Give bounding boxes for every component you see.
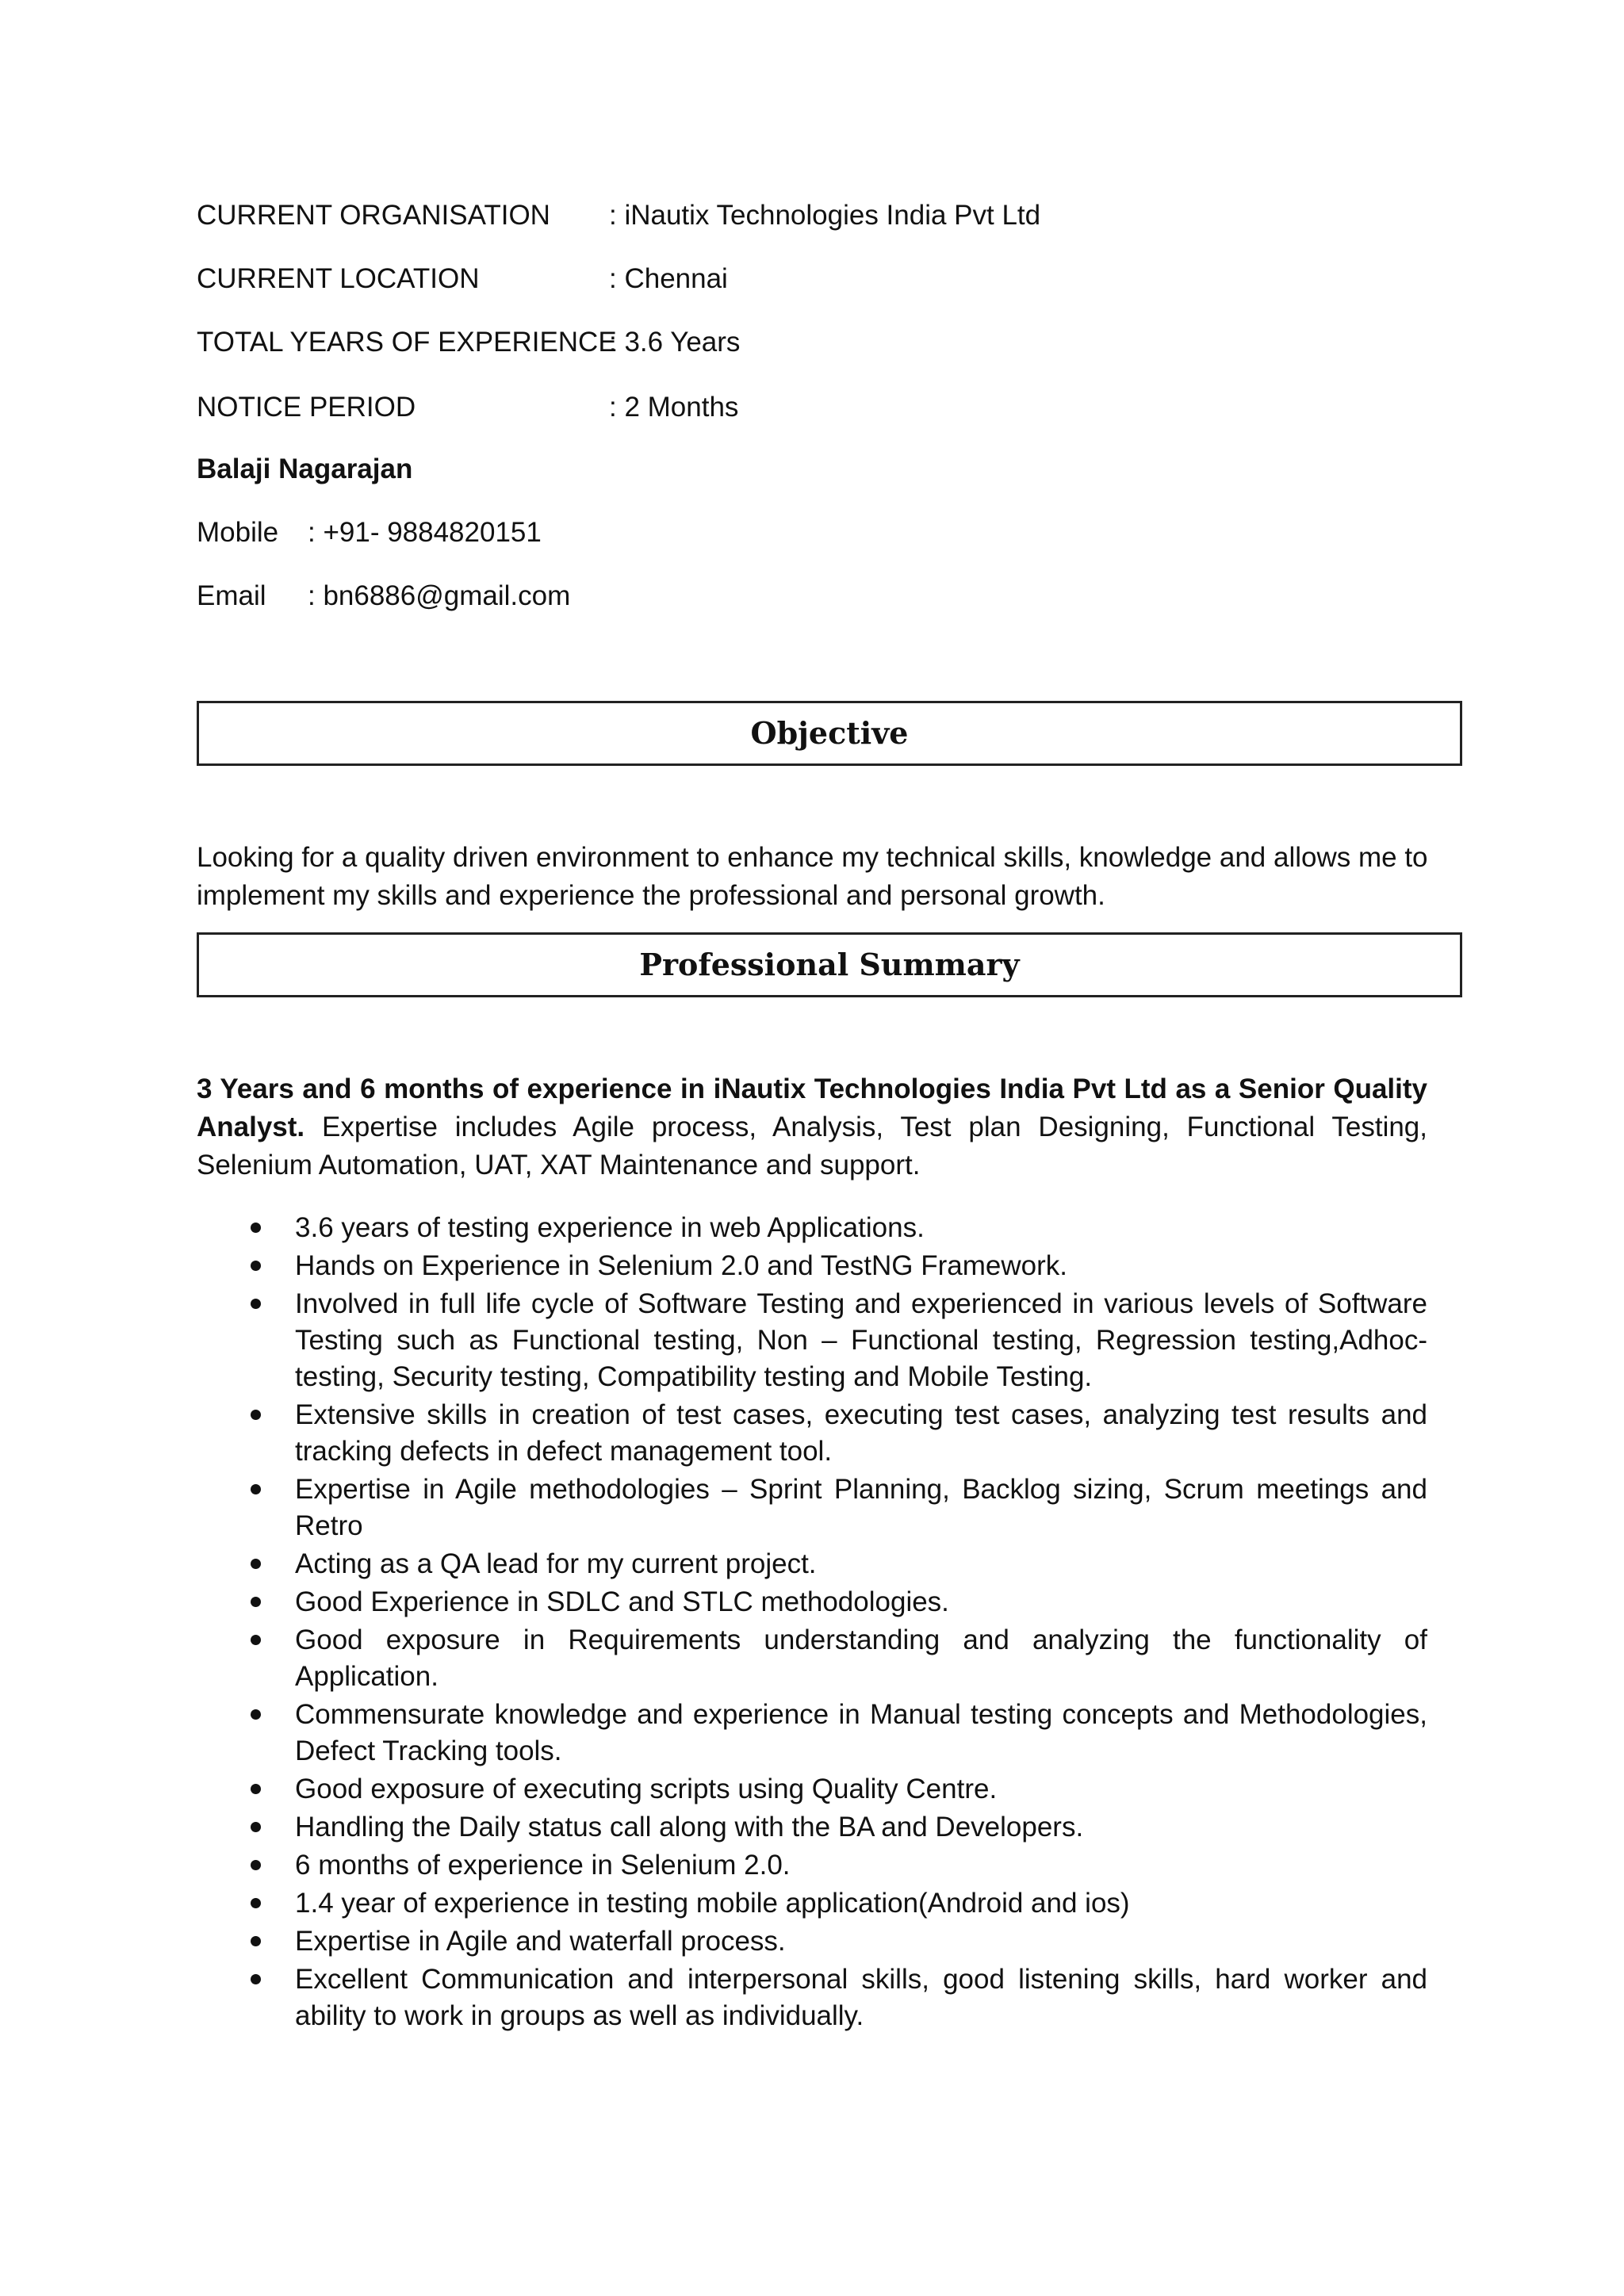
bullet-icon [251,1484,261,1494]
list-item-text: Acting as a QA lead for my current project. [295,1548,817,1579]
objective-heading: Objective [197,701,1462,766]
bullet-icon [251,1299,261,1309]
bullet-icon [251,1597,261,1607]
list-item-text: Involved in full life cycle of Software Testing and experienced in various levels of Software Testing such as Functional testing, Non – Functional testing, Regression testing,Adhoc-testing, Security testing, Compatibility testing and Mobile Testing. [295,1288,1427,1392]
bullet-icon [251,1635,261,1645]
list-item-text: Good Experience in SDLC and STLC methodologies. [295,1586,949,1617]
list-item-text: 6 months of experience in Selenium 2.0. [295,1850,791,1881]
info-value: : Chennai [609,263,728,294]
summary-bullet-list [197,1210,1427,2036]
bullet-icon [251,1860,261,1870]
info-label: CURRENT ORGANISATION [197,200,550,231]
info-label: TOTAL YEARS OF EXPERIENCE [197,327,617,358]
info-label: NOTICE PERIOD [197,392,416,423]
bullet-icon [251,1974,261,1984]
list-item [197,1546,1427,1582]
list-item [197,1210,1427,1246]
list-item-text: Hands on Experience in Selenium 2.0 and TestNG Framework. [295,1250,1068,1281]
list-item [197,1809,1427,1846]
candidate-name: Balaji Nagarajan [197,453,413,484]
list-item-text: 3.6 years of testing experience in web Applications. [295,1212,925,1243]
list-item [197,1248,1427,1284]
list-item-text: Commensurate knowledge and experience in Manual testing concepts and Methodologies, Defect Tracking tools. [295,1699,1427,1766]
list-item [197,1471,1427,1544]
summary-intro-rest: Expertise includes Agile process, Analysis, Test plan Designing, Functional Testing, Selenium Automation, UAT, XAT Maintenance and support. [197,1112,1427,1181]
mobile-value: : +91- 9884820151 [308,517,542,548]
list-item [197,1397,1427,1470]
bullet-icon [251,1898,261,1908]
list-item-text: 1.4 year of experience in testing mobile application(Android and ios) [295,1888,1130,1919]
summary-intro [197,1070,1427,1184]
list-item [197,1923,1427,1960]
info-value: : 3.6 Years [609,327,741,358]
list-item [197,1584,1427,1621]
bullet-icon [251,1223,261,1233]
bullet-icon [251,1709,261,1720]
bullet-icon [251,1936,261,1946]
list-item-text: Extensive skills in creation of test cases, executing test cases, analyzing test results and tracking defects in defect management tool. [295,1399,1427,1467]
list-item [197,1961,1427,2034]
bullet-icon [251,1410,261,1420]
bullet-icon [251,1559,261,1569]
list-item-text: Good exposure of executing scripts using Quality Centre. [295,1774,998,1804]
list-item [197,1847,1427,1884]
list-item-text: Good exposure in Requirements understanding and analyzing the functionality of Application. [295,1624,1427,1692]
objective-text: Looking for a quality driven environment to enhance my technical skills, knowledge and allows me to implement my skills and experience the professional and personal growth. [197,842,1428,911]
list-item [197,1885,1427,1922]
bullet-icon [251,1822,261,1832]
email-value: : bn6886@gmail.com [308,580,571,611]
info-value: : 2 Months [609,392,739,423]
info-label: CURRENT LOCATION [197,263,480,294]
summary-intro-bold: 3 Years and 6 months of experience in iNautix Technologies India Pvt Ltd as a Senior Quality Analyst. [197,1073,1427,1142]
list-item-text: Expertise in Agile and waterfall process. [295,1926,786,1957]
list-item [197,1622,1427,1695]
email-label: Email [197,580,266,611]
list-item [197,1697,1427,1770]
list-item-text: Handling the Daily status call along with the BA and Developers. [295,1812,1084,1843]
list-item-text: Excellent Communication and interpersonal skills, good listening skills, hard worker and ability to work in groups as well as individually. [295,1964,1427,2031]
list-item-text: Expertise in Agile methodologies – Sprint Planning, Backlog sizing, Scrum meetings and Retro [295,1474,1427,1541]
bullet-icon [251,1784,261,1794]
professional-summary-heading: Professional Summary [197,932,1462,997]
list-item [197,1771,1427,1808]
list-item [197,1286,1427,1395]
info-value: : iNautix Technologies India Pvt Ltd [609,200,1041,231]
mobile-label: Mobile [197,517,279,548]
bullet-icon [251,1261,261,1271]
